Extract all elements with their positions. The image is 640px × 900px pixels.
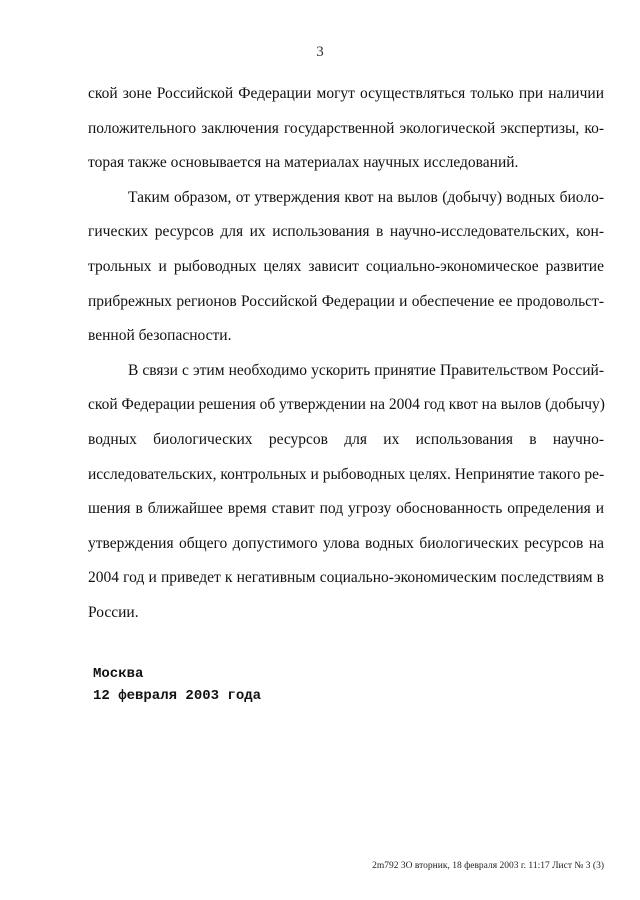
text-line: трольных и рыбоводных целях зависит социально-экономическое развитие xyxy=(88,257,604,275)
text-line: 2004 год и приведет к негативным социально-экономическим последствиям в xyxy=(88,569,604,587)
text-line: Таким образом, от утверждения квот на вылов (добычу) водных биоло- xyxy=(128,188,604,206)
signoff-block xyxy=(93,663,261,707)
text-line: водных биологических ресурсов для их использования в научно- xyxy=(88,430,604,448)
text-line: шения в ближайшее время ставит под угрозу обоснованность определения и xyxy=(88,500,604,518)
page-number: 3 xyxy=(316,44,324,60)
text-line: прибрежных регионов Российской Федерации и обеспечение ее продовольст- xyxy=(88,292,604,310)
signoff-city: Москва xyxy=(93,666,144,682)
text-line: венной безопасности. xyxy=(88,327,232,345)
text-line: торая также основывается на материалах научных исследований. xyxy=(88,154,519,172)
document-body xyxy=(88,77,604,631)
text-line: гических ресурсов для их использования в научно-исследовательских, кон- xyxy=(88,223,604,241)
text-line: утверждения общего допустимого улова водных биологических ресурсов на xyxy=(88,534,604,552)
text-line: ской зоне Российской Федерации могут осуществляться только при наличии xyxy=(88,85,604,102)
text-line: России. xyxy=(88,603,139,621)
text-line: ской Федерации решения об утверждении на 2004 год квот на вылов (добычу) xyxy=(88,396,605,414)
text-line: В связи с этим необходимо ускорить принятие Правительством Россий- xyxy=(128,361,604,379)
text-line: положительного заключения государственной экологической экспертизы, ко- xyxy=(88,119,604,137)
print-footer: 2m792 3О вторник, 18 февраля 2003 г. 11:17 Лист № 3 (3) xyxy=(372,861,604,871)
text-line: исследовательских, контрольных и рыбоводных целях. Непринятие такого ре- xyxy=(88,465,605,483)
signoff-date: 12 февраля 2003 года xyxy=(93,688,262,704)
